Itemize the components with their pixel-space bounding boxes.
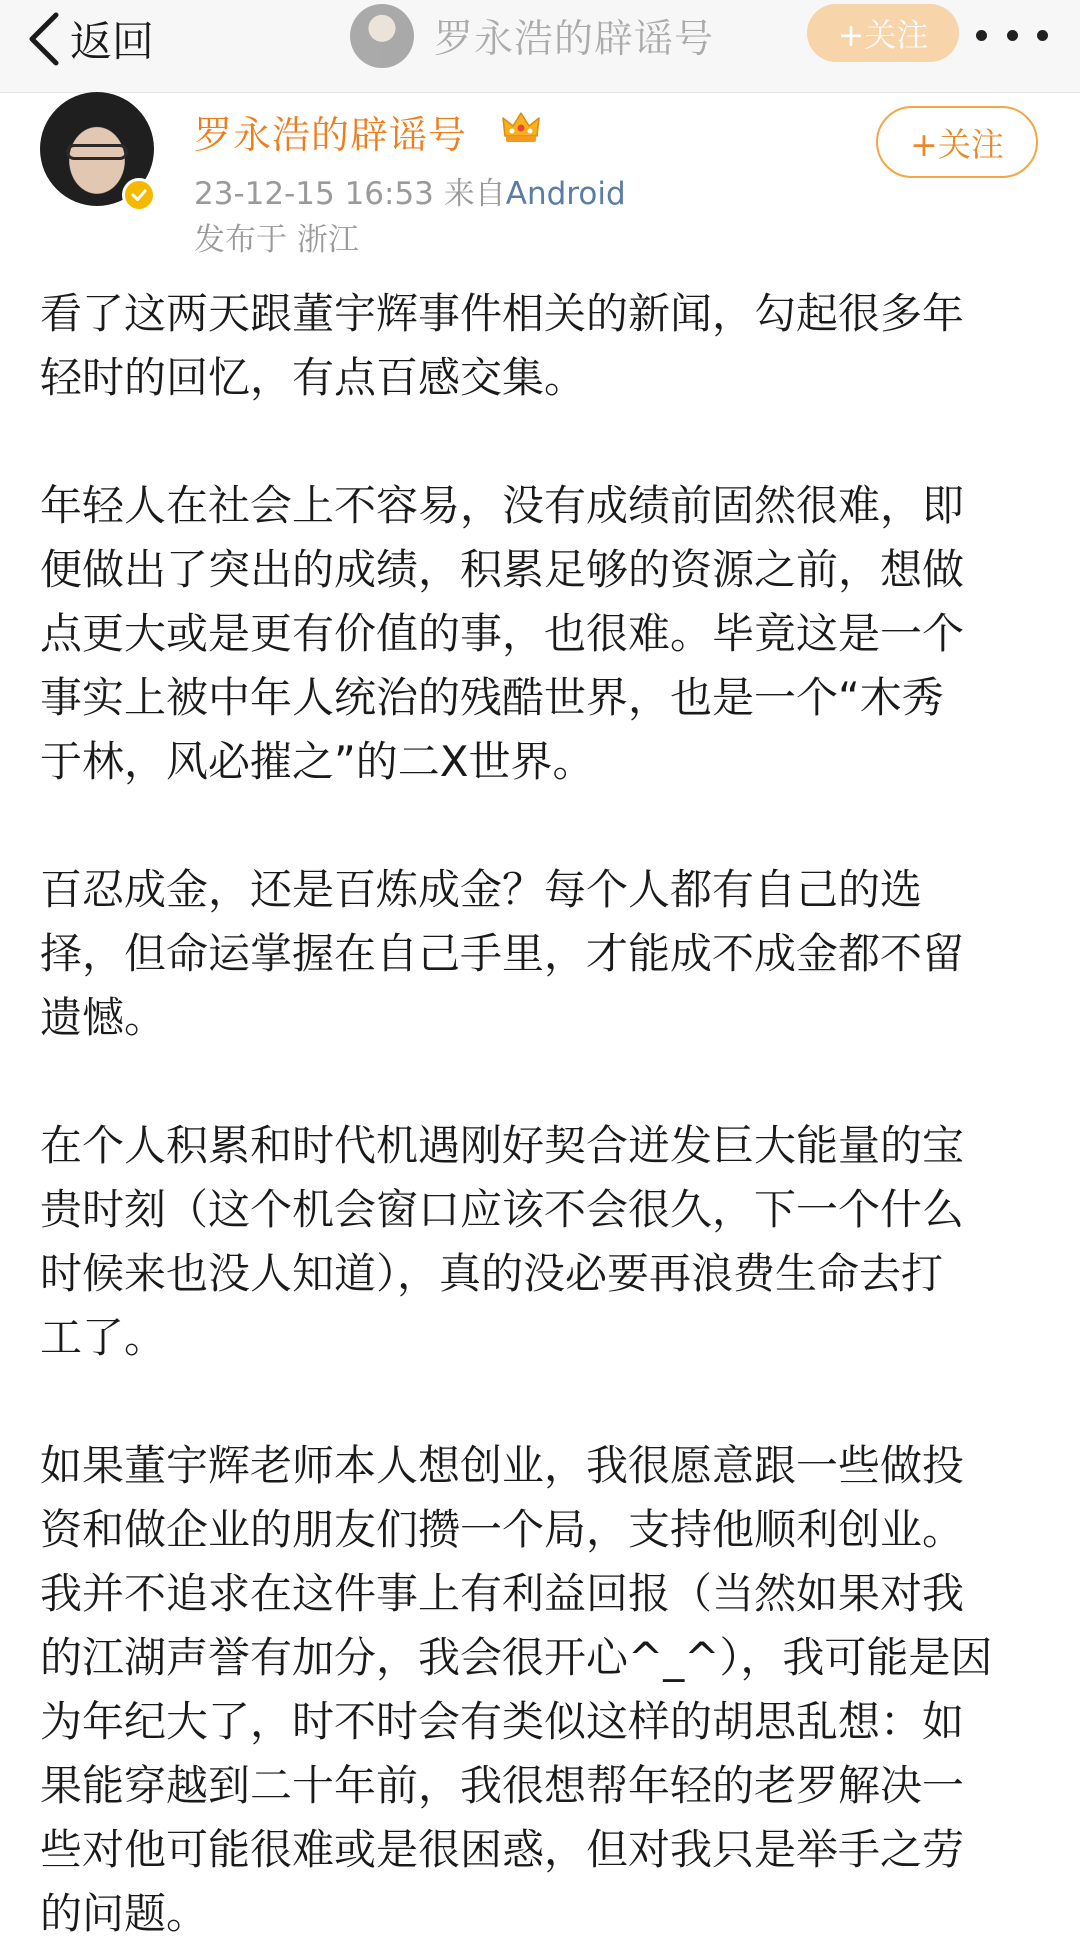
crown-icon — [500, 106, 542, 148]
post-paragraph: 如果董宇辉老师本人想创业，我很愿意跟一些做投 资和做企业的朋友们攒一个局，支持他顺利创业。 我并不追求在这件事上有利益回报（当然如果对我 的江湖声誉有加分，我会很开心^_^），我可能是因 为年纪大了，时不时会有类似这样的胡思乱想：如 果能穿越到二十年前，我很想帮年轻的老罗解决一 些对他可能很难或是很困惑，但对我只是举手之劳 的问题。 — [40, 1441, 993, 1938]
back-button[interactable] — [26, 6, 154, 72]
nav-follow-button[interactable]: +关注 — [807, 4, 959, 62]
author-name[interactable]: 罗永浩的辟谣号 — [194, 113, 468, 157]
post-location: 发布于 浙江 — [194, 222, 359, 258]
source-link[interactable]: Android — [505, 176, 626, 212]
more-dot — [976, 30, 987, 41]
verified-badge-icon — [122, 178, 156, 212]
avatar-glasses — [66, 144, 128, 160]
top-nav-bar — [0, 0, 1080, 93]
post-paragraph: 在个人积累和时代机遇刚好契合迸发巨大能量的宝 贵时刻（这个机会窗口应该不会很久，下一个什么 时候来也没人知道），真的没必要再浪费生命去打 工了。 — [40, 1121, 965, 1362]
source-prefix: 来自 — [443, 176, 506, 212]
more-dot — [1007, 30, 1018, 41]
post-paragraph: 百忍成金，还是百炼成金？每个人都有自己的选 择，但命运掌握在自己手里，才能成不成金都不留 遗憾。 — [40, 865, 965, 1042]
nav-title: 罗永浩的辟谣号 — [434, 17, 715, 62]
nav-account-header[interactable] — [350, 2, 714, 70]
chevron-left-icon — [26, 11, 64, 67]
more-dot — [1037, 30, 1048, 41]
post-body — [40, 282, 1040, 1946]
more-dots-icon[interactable] — [976, 10, 1048, 60]
back-label: 返回 — [70, 17, 155, 66]
post-paragraph: 看了这两天跟董宇辉事件相关的新闻，勾起很多年 轻时的回忆，有点百感交集。 — [40, 289, 965, 402]
post-meta — [194, 168, 626, 213]
nav-avatar — [350, 4, 414, 68]
post-timestamp: 23-12-15 16:53 — [194, 176, 434, 212]
follow-button[interactable]: +关注 — [876, 106, 1038, 178]
post-paragraph: 年轻人在社会上不容易，没有成绩前固然很难，即 便做出了突出的成绩，积累足够的资源之前，想做 点更大或是更有价值的事，也很难。毕竟这是一个 事实上被中年人统治的残酷世界，也是一个“木秀 于林，风必摧之”的二X世界。 — [40, 481, 965, 786]
